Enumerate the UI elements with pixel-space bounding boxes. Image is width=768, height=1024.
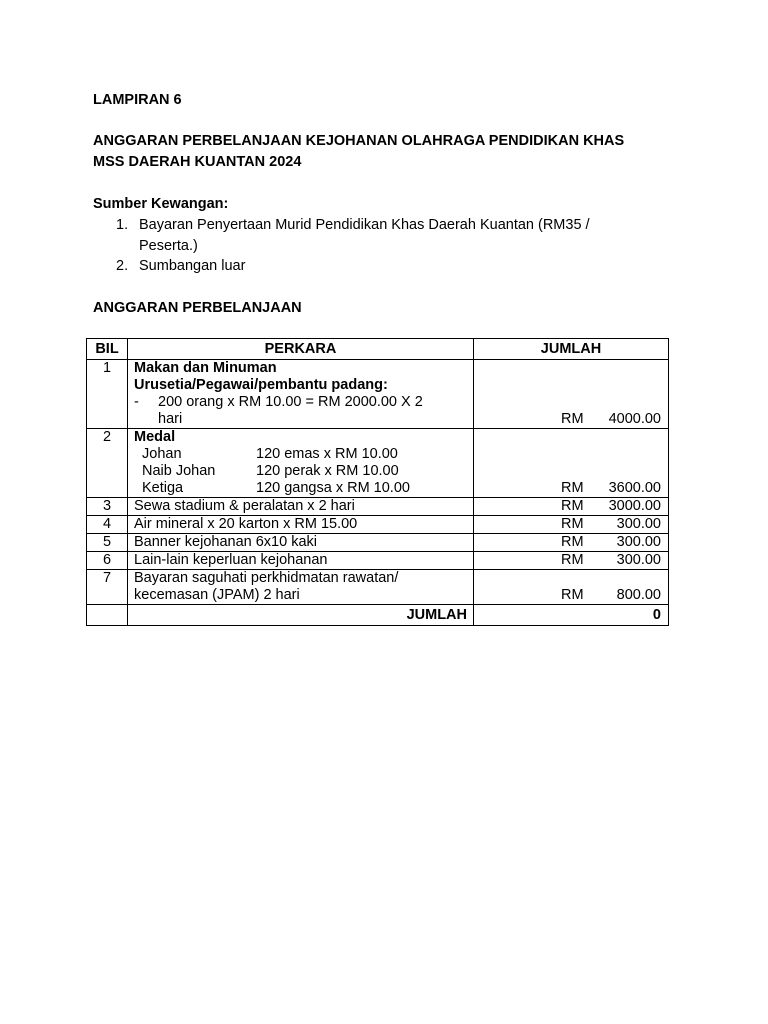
- header-bil: BIL: [87, 339, 128, 360]
- table-row: [87, 552, 669, 570]
- funding-item-number: 2.: [116, 258, 129, 274]
- table-row: [87, 498, 669, 516]
- header-jumlah: JUMLAH: [474, 339, 669, 360]
- item-text-continued: kecemasan (JPAM) 2 hari: [134, 587, 300, 603]
- medal-line: [134, 463, 473, 480]
- funding-item-number: 1.: [116, 217, 129, 233]
- budget-table: [86, 338, 669, 626]
- funding-item-text: Sumbangan luar: [139, 258, 246, 274]
- row-amount: [474, 552, 669, 570]
- currency-label: RM: [561, 480, 584, 496]
- medal-name: Johan: [142, 446, 182, 462]
- appendix-label: LAMPIRAN 6: [93, 92, 182, 108]
- row-amount: [474, 498, 669, 516]
- row-number: 1: [87, 360, 128, 429]
- row-amount: [474, 534, 669, 552]
- document-title-line2: MSS DAERAH KUANTAN 2024: [93, 154, 302, 170]
- funding-item-text-continued: Peserta.): [139, 238, 198, 254]
- row-description: Lain-lain keperluan kejohanan: [128, 552, 474, 570]
- total-row: [87, 605, 669, 626]
- item-detail-continued: hari: [158, 411, 183, 427]
- medal-desc: 120 gangsa x RM 10.00: [256, 480, 410, 496]
- row-amount: [474, 516, 669, 534]
- amount-value: 3000.00: [608, 498, 661, 514]
- item-text: Bayaran saguhati perkhidmatan rawatan/: [134, 570, 399, 586]
- item-subtitle: Urusetia/Pegawai/pembantu padang:: [134, 377, 388, 393]
- amount-value: 4000.00: [608, 411, 661, 427]
- header-perkara: PERKARA: [128, 339, 474, 360]
- row-number: 3: [87, 498, 128, 516]
- medal-name: Ketiga: [142, 480, 184, 496]
- row-description: [128, 429, 474, 498]
- table-row: [87, 360, 669, 429]
- currency-label: RM: [561, 534, 584, 550]
- table-row: [87, 534, 669, 552]
- medal-desc: 120 emas x RM 10.00: [256, 446, 398, 462]
- row-amount: [474, 429, 669, 498]
- row-description: [128, 360, 474, 429]
- item-title: Medal: [134, 429, 176, 445]
- row-number: 4: [87, 516, 128, 534]
- total-value: 0: [474, 605, 669, 626]
- table-row: [87, 516, 669, 534]
- item-title: Makan dan Minuman: [134, 360, 277, 376]
- table-header-row: [87, 339, 669, 360]
- row-number: 7: [87, 570, 128, 605]
- amount-value: 300.00: [616, 516, 661, 532]
- row-number: 2: [87, 429, 128, 498]
- document-title-line1: ANGGARAN PERBELANJAAN KEJOHANAN OLAHRAGA PENDIDIKAN KHAS: [93, 133, 625, 149]
- currency-label: RM: [561, 552, 584, 568]
- row-description: [128, 570, 474, 605]
- row-description: Banner kejohanan 6x10 kaki: [128, 534, 474, 552]
- currency-label: RM: [561, 411, 584, 427]
- row-description: Air mineral x 20 karton x RM 15.00: [128, 516, 474, 534]
- amount-value: 300.00: [616, 552, 661, 568]
- total-empty-cell: [87, 605, 128, 626]
- amount-value: 800.00: [616, 587, 661, 603]
- total-label: JUMLAH: [128, 605, 474, 626]
- dash-bullet: -: [134, 394, 139, 410]
- row-amount: [474, 570, 669, 605]
- table-row: [87, 570, 669, 605]
- table-row: [87, 429, 669, 498]
- medal-line: [134, 446, 473, 463]
- funding-sources-heading: Sumber Kewangan:: [93, 196, 229, 212]
- budget-heading: ANGGARAN PERBELANJAAN: [93, 300, 302, 316]
- row-description: Sewa stadium & peralatan x 2 hari: [128, 498, 474, 516]
- amount-value: 3600.00: [608, 480, 661, 496]
- currency-label: RM: [561, 498, 584, 514]
- currency-label: RM: [561, 587, 584, 603]
- funding-item-text: Bayaran Penyertaan Murid Pendidikan Khas Daerah Kuantan (RM35 /: [139, 217, 590, 233]
- currency-label: RM: [561, 516, 584, 532]
- medal-line: [134, 480, 473, 497]
- row-number: 5: [87, 534, 128, 552]
- medal-name: Naib Johan: [142, 463, 216, 479]
- medal-desc: 120 perak x RM 10.00: [256, 463, 399, 479]
- amount-value: 300.00: [616, 534, 661, 550]
- row-amount: [474, 360, 669, 429]
- row-number: 6: [87, 552, 128, 570]
- item-detail: 200 orang x RM 10.00 = RM 2000.00 X 2: [158, 394, 423, 410]
